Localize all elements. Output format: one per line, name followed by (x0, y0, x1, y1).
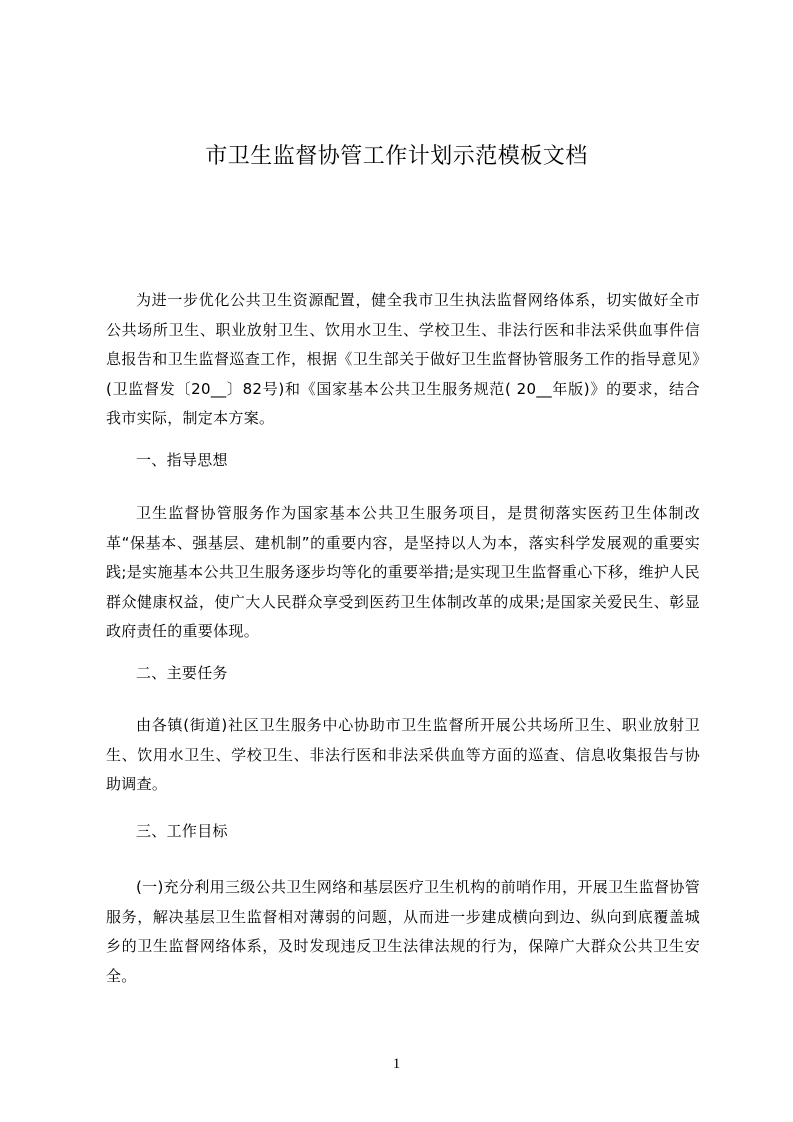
section-heading-guiding-ideology: 一、指导思想 (136, 451, 228, 469)
page-number: 1 (392, 1056, 401, 1072)
document-title: 市卫生监督协管工作计划示范模板文档 (205, 144, 588, 169)
section-heading-work-goals: 三、工作目标 (136, 822, 228, 840)
section-body-work-goals: (一)充分利用三级公共卫生网络和基层医疗卫生机构的前哨作用，开展卫生监督协管服务，解决基层卫生监督相对薄弱的问题，从而进一步建成横向到边、纵向到底覆盖城乡的卫生监督网络体系，及时发现违反卫生法律法规的行为，保障广大群众公共卫生安全。 (106, 878, 700, 985)
intro-paragraph: 为进一步优化公共卫生资源配置，健全我市卫生执法监督网络体系，切实做好全市公共场所卫生、职业放射卫生、饮用水卫生、学校卫生、非法行医和非法采供血事件信息报告和卫生监督巡查工作，根据《卫生部关于做好卫生监督协管服务工作的指导意见》(卫监督发〔20__〕82号)和《国家基本公共卫生服务规范( 20__年版)》的要求，结合我市实际，制定本方案。 (106, 291, 700, 427)
section-heading-main-tasks: 二、主要任务 (136, 664, 228, 682)
section-body-main-tasks: 由各镇(街道)社区卫生服务中心协助市卫生监督所开展公共场所卫生、职业放射卫生、饮用水卫生、学校卫生、非法行医和非法采供血等方面的巡查、信息收集报告与协助调查。 (106, 716, 700, 793)
section-body-guiding-ideology: 卫生监督协管服务作为国家基本公共卫生服务项目，是贯彻落实医药卫生体制改革“保基本、强基层、建机制”的重要内容，是坚持以人为本，落实科学发展观的重要实践;是实施基本公共卫生服务逐步均等化的重要举措;是实现卫生监督重心下移，维护人民群众健康权益，使广大人民群众享受到医药卫生体制改革的成果;是国家关爱民生、彰显政府责任的重要体现。 (106, 504, 700, 640)
